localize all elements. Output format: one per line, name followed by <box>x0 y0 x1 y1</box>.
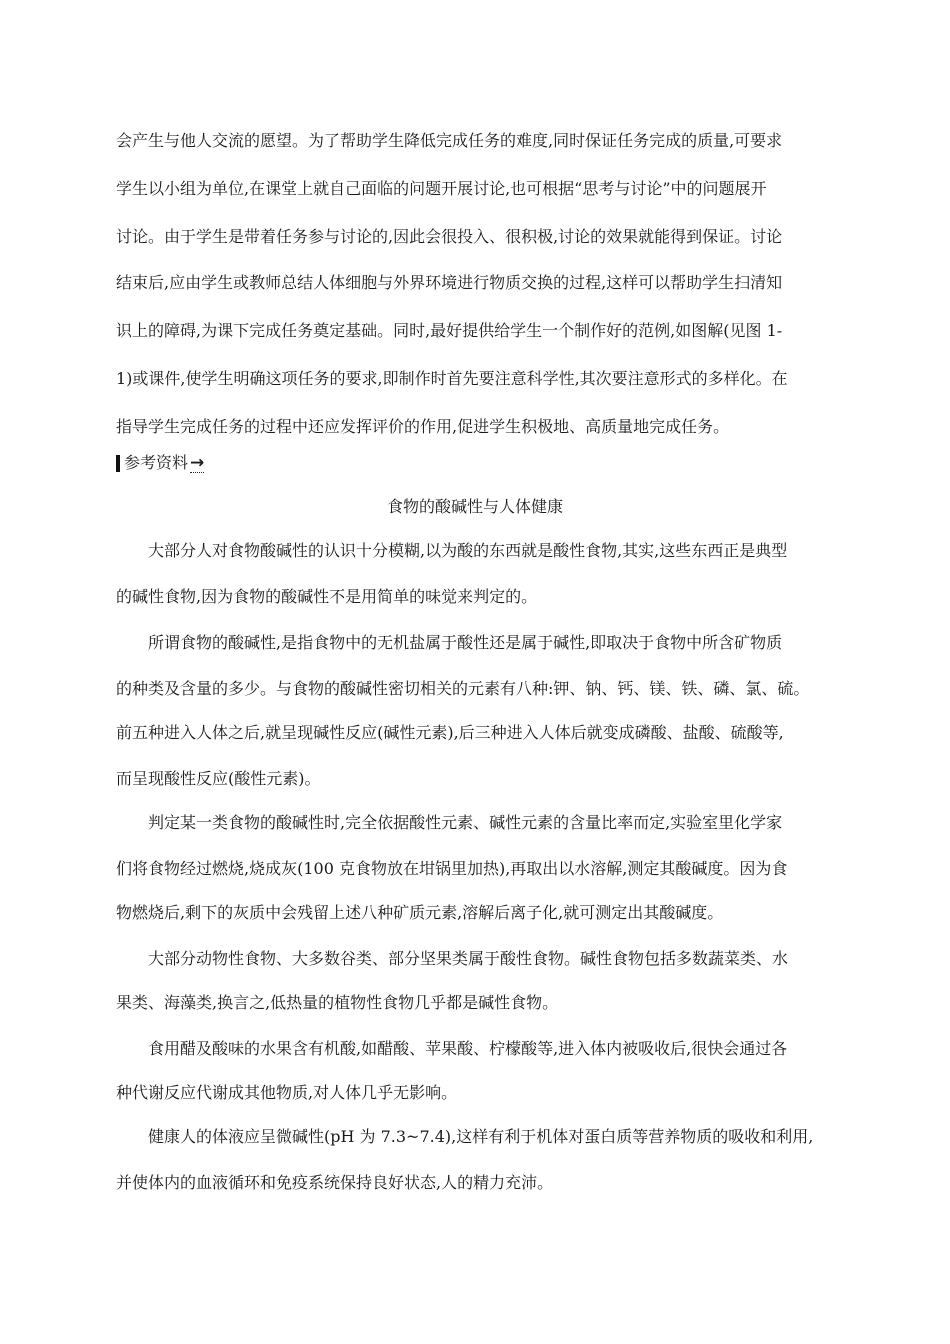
arrow-right-icon: → <box>190 452 205 473</box>
article-title: 食物的酸碱性与人体健康 <box>386 497 563 516</box>
article-line: 食用醋及酸味的水果含有机酸,如醋酸、苹果酸、柠檬酸等,进入体内被吸收后,很快会通过各 <box>148 1039 788 1058</box>
article-line: 种代谢反应代谢成其他物质,对人体几乎无影响。 <box>116 1083 458 1102</box>
article-line: 判定某一类食物的酸碱性时,完全依据酸性元素、碱性元素的含量比率而定,实验室里化学家 <box>148 813 783 832</box>
article-line: 们将食物经过燃烧,烧成灰(100 克食物放在坩锅里加热),再取出以水溶解,测定其酸碱度。因为食 <box>116 859 788 878</box>
article-line: 物燃烧后,剩下的灰质中会残留上述八种矿质元素,溶解后离子化,就可测定出其酸碱度。 <box>116 903 724 922</box>
intro-line: 指导学生完成任务的过程中还应发挥评价的作用,促进学生积极地、高质量地完成任务。 <box>116 417 730 436</box>
section-heading <box>116 452 204 474</box>
article-line: 大部分人对食物酸碱性的认识十分模糊,以为酸的东西就是酸性食物,其实,这些东西正是典型 <box>148 541 788 560</box>
article-line: 健康人的体液应呈微碱性(pH 为 7.3~7.4),这样有利于机体对蛋白质等营养物质的吸收和利用, <box>148 1127 814 1146</box>
article-line: 所谓食物的酸碱性,是指食物中的无机盐属于酸性还是属于碱性,即取决于食物中所含矿物质 <box>148 633 783 652</box>
intro-line: 讨论。由于学生是带着任务参与讨论的,因此会很投入、很积极,讨论的效果就能得到保证。讨论 <box>116 227 783 246</box>
article-line: 而呈现酸性反应(酸性元素)。 <box>116 769 321 788</box>
article-line: 的种类及含量的多少。与食物的酸碱性密切相关的元素有八种:钾、钠、钙、镁、铁、磷、氯、硫。 <box>116 679 810 698</box>
intro-line: 会产生与他人交流的愿望。为了帮助学生降低完成任务的难度,同时保证任务完成的质量,可要求 <box>116 131 783 150</box>
article-line: 果类、海藻类,换言之,低热量的植物性食物几乎都是碱性食物。 <box>116 993 559 1012</box>
intro-line: 结束后,应由学生或教师总结人体细胞与外界环境进行物质交换的过程,这样可以帮助学生扫清知 <box>116 273 783 292</box>
intro-line: 1)或课件,使学生明确这项任务的要求,即制作时首先要注意科学性,其次要注意形式的多样化。在 <box>116 369 788 388</box>
article-line: 前五种进入人体之后,就呈现碱性反应(碱性元素),后三种进入人体后就变成磷酸、盐酸、硫酸等, <box>116 723 784 742</box>
article-line: 并使体内的血液循环和免疫系统保持良好状态,人的精力充沛。 <box>116 1173 554 1192</box>
section-heading-label: 参考资料 <box>124 453 189 472</box>
article-line: 的碱性食物,因为食物的酸碱性不是用简单的味觉来判定的。 <box>116 587 538 606</box>
heading-bar-icon <box>116 455 120 472</box>
intro-line: 学生以小组为单位,在课堂上就自己面临的问题开展讨论,也可根据“思考与讨论”中的问题展开 <box>116 179 767 198</box>
intro-line: 识上的障碍,为课下完成任务奠定基础。同时,最好提供给学生一个制作好的范例,如图解(见图 1- <box>116 321 783 340</box>
article-line: 大部分动物性食物、大多数谷类、部分坚果类属于酸性食物。碱性食物包括多数蔬菜类、水 <box>148 949 789 968</box>
